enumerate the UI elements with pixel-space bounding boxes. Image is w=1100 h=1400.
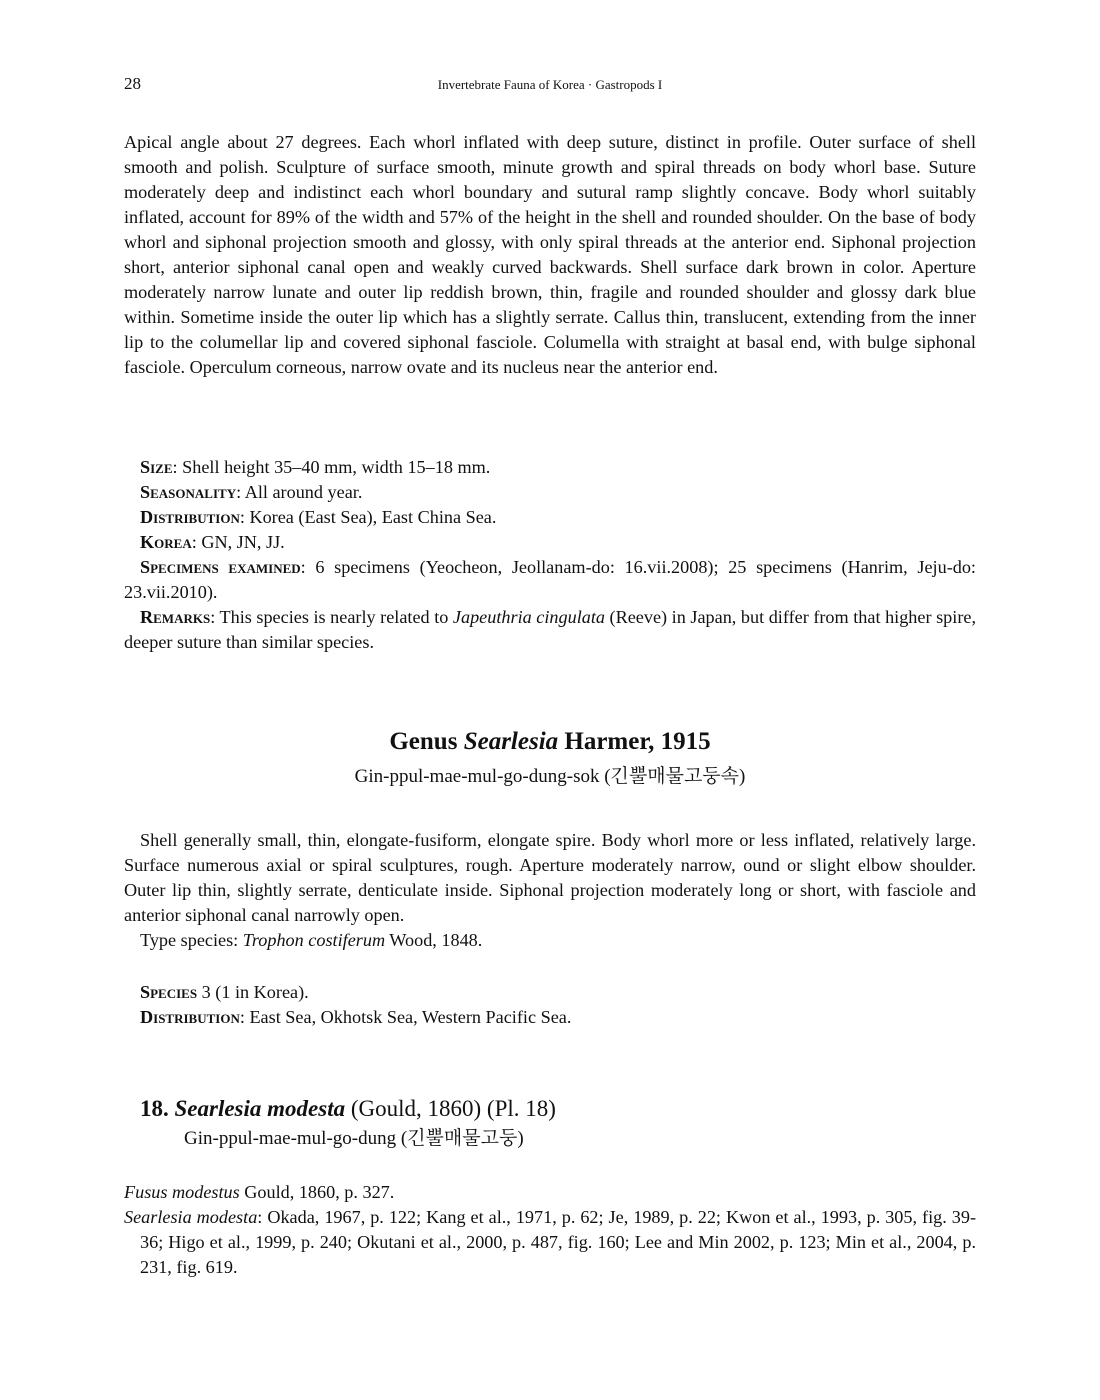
synonym-entry [124, 1205, 976, 1280]
species-description [124, 130, 976, 380]
field-value: : East Sea, Okhotsk Sea, Western Pacific Sea. [239, 1007, 572, 1027]
field-value: : Korea (East Sea), East China Sea. [239, 507, 497, 527]
genus-description-paragraph: Shell generally small, thin, elongate-fusiform, elongate spire. Body whorl more or less inflated, relatively large. Surface numerous axial or spiral sculptures, rough. Aperture moderately narrow, ound or slight elbow shoulder. Outer lip thin, slightly serrate, denticulate inside. Siphonal projection moderately long or short, with fasciole and anterior siphonal canal narrowly open. [124, 830, 976, 925]
species-fields [124, 455, 976, 655]
genus-prefix: Genus [389, 728, 464, 755]
species-name: Searlesia modesta [174, 1096, 346, 1121]
type-species [124, 928, 976, 953]
field-label: Species [140, 982, 198, 1002]
genus-name: Searlesia [463, 728, 559, 755]
field-label: Korea [140, 532, 192, 552]
field-label: Distribution [140, 1007, 240, 1027]
field-value: : This species is nearly related to [210, 607, 453, 627]
field-value: : GN, JN, JJ. [191, 532, 285, 552]
genus-author: Harmer, 1915 [558, 728, 711, 755]
type-species-label: Type species: [140, 930, 243, 950]
species-korean-name: Gin-ppul-mae-mul-go-dung (긴뿔매물고둥) [184, 1128, 524, 1149]
field-label: Distribution [140, 507, 240, 527]
field-distribution [124, 505, 976, 530]
synonym-entry [124, 1180, 976, 1205]
field-value: (Reeve) in Japan, but differ from that higher spire, deeper suture than similar species. [124, 607, 976, 652]
field-specimens [124, 555, 976, 605]
field-label: Size [140, 457, 173, 477]
genus-fields [124, 980, 976, 1030]
description-paragraph: Apical angle about 27 degrees. Each whorl inflated with deep suture, distinct in profile. Outer surface of shell smooth and polish. Sculpture of surface smooth, minute growth and spiral threads on body whorl base. Suture moderately deep and indistinct each whorl boundary and sutural ramp slightly concave. Body whorl suitably inflated, account for 89% of the width and 57% of the height in the shell and rounded shoulder. On the base of body whorl and siphonal projection smooth and glossy, with only spiral threads at the anterior end. Siphonal projection short, anterior siphonal canal open and weakly curved backwards. Shell surface dark brown in color. Aperture moderately narrow lunate and outer lip reddish brown, thin, fragile and rounded shoulder and glossy dark blue within. Sometime inside the outer lip which has a slightly serrate. Callus thin, translucent, extending from the inner lip to the columellar lip and covered siphonal fasciole. Columella with straight at basal end, with bulge siphonal fasciole. Operculum corneous, narrow ovate and its nucleus near the anterior end. [124, 132, 976, 377]
field-value: : 6 specimens (Yeocheon, Jeollanam-do: 16.vii.2008); 25 specimens (Hanrim, Jeju-do: 23.vii.2010). [124, 557, 976, 602]
synonym-refs: : Okada, 1967, p. 122; Kang et al., 1971, p. 62; Je, 1989, p. 22; Kwon et al., 1993, p. 305, fig. 39-36; Higo et al., 1999, p. 240; Okutani et al., 2000, p. 487, fig. 160; Lee and Min 2002, p. 123; Min et al., 2004, p. 231, fig. 619. [140, 1207, 976, 1277]
species-number: 18. [140, 1096, 169, 1121]
field-genus-distribution [124, 1005, 976, 1030]
field-species-count [124, 980, 976, 1005]
synonymy-list [124, 1180, 976, 1280]
species-heading [140, 1094, 976, 1154]
field-korea [124, 530, 976, 555]
species-author: (Gould, 1860) (Pl. 18) [345, 1096, 556, 1121]
field-seasonality [124, 480, 976, 505]
genus-heading [124, 726, 976, 792]
field-value: : Shell height 35–40 mm, width 15–18 mm. [172, 457, 491, 477]
genus-korean-name: Gin-ppul-mae-mul-go-dung-sok (긴뿔매물고둥속) [354, 766, 746, 787]
synonym-name: Fusus modestus [124, 1182, 240, 1202]
field-label: Seasonality [140, 482, 237, 502]
field-remarks [124, 605, 976, 655]
running-title: Invertebrate Fauna of Korea · Gastropods I [437, 77, 663, 92]
page-number: 28 [124, 74, 141, 93]
field-size [124, 455, 976, 480]
field-value: : All around year. [236, 482, 363, 502]
genus-title [124, 726, 976, 758]
species-title [140, 1094, 976, 1124]
type-species-author: Wood, 1848. [385, 930, 483, 950]
field-value: 3 (1 in Korea). [197, 982, 309, 1002]
field-label: Specimens examined [140, 557, 301, 577]
genus-description [124, 828, 976, 953]
synonym-refs: Gould, 1860, p. 327. [239, 1182, 395, 1202]
species-name-italic: Japeuthria cingulata [452, 607, 605, 627]
synonym-name: Searlesia modesta [124, 1207, 258, 1227]
running-head [124, 72, 976, 96]
type-species-name: Trophon costiferum [242, 930, 386, 950]
field-label: Remarks [140, 607, 211, 627]
